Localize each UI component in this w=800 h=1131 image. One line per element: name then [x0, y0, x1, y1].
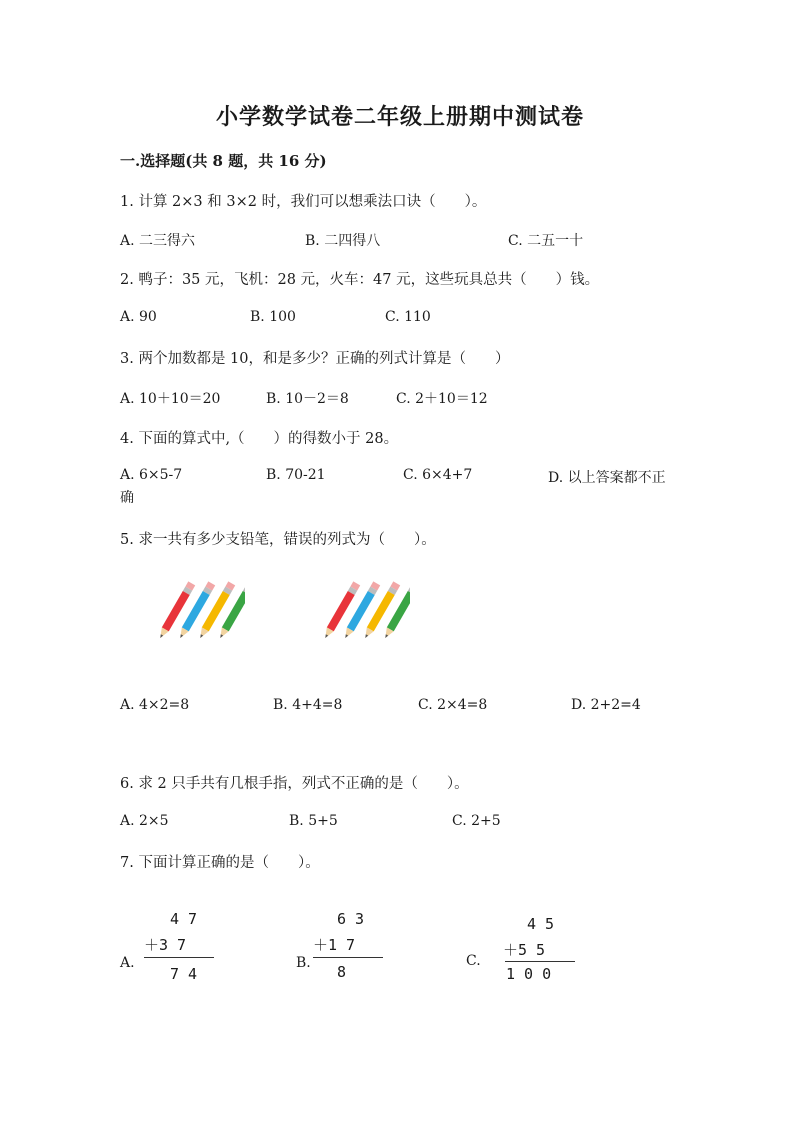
q4-option-c: C. 6×4+7: [403, 467, 473, 483]
q6-option-b: B. 5+5: [289, 813, 338, 829]
pencil-icon: [157, 581, 195, 640]
vertical-calc-c: [503, 915, 583, 990]
q6-option-c: C. 2+5: [452, 813, 501, 829]
question-3: 3. 两个加数都是 10，和是多少？正确的列式计算是（ ）: [120, 351, 510, 367]
question-7: 7. 下面计算正确的是（ ）。: [120, 855, 320, 871]
section-heading: 一.选择题(共 8 题，共 16 分): [120, 152, 327, 170]
pencil-icon: [342, 581, 380, 640]
q4-option-b: B. 70-21: [266, 467, 326, 483]
calc-a-rule: [144, 957, 214, 958]
q3-option-a: A. 10＋10＝20: [120, 391, 221, 407]
calc-c-top: 4 5: [527, 915, 555, 933]
q5-option-d: D. 2+2=4: [571, 697, 641, 713]
q5-option-c: C. 2×4=8: [418, 697, 488, 713]
q3-option-b: B. 10－2＝8: [266, 391, 349, 407]
q2-option-b: B. 100: [250, 309, 296, 325]
pencil-icon: [177, 581, 215, 640]
page-title: 小学数学试卷二年级上册期中测试卷: [215, 104, 584, 130]
calc-a-top: 4 7: [170, 910, 198, 928]
q5-option-a: A. 4×2=8: [120, 697, 190, 713]
q5-option-b: B. 4+4=8: [273, 697, 343, 713]
calc-b-mid: ＋1 7: [313, 936, 356, 954]
calc-a-mid: ＋3 7: [144, 936, 187, 954]
q4-option-a: A. 6×5-7: [120, 467, 183, 483]
q7-option-a: A.: [120, 955, 135, 971]
question-1: 1. 计算 2×3 和 3×2 时，我们可以想乘法口诀（ ）。: [120, 194, 487, 210]
q4-option-d: D. 以上答案都不正: [548, 470, 666, 486]
q1-option-a: A. 二三得六: [120, 233, 196, 249]
q6-option-a: A. 2×5: [120, 813, 169, 829]
calc-c-mid: ＋5 5: [503, 941, 546, 959]
vertical-calc-a: [140, 910, 220, 985]
calc-c-bottom: 1 0 0: [506, 965, 552, 983]
question-5: 5. 求一共有多少支铅笔，错误的列式为（ ）。: [120, 532, 436, 548]
pencil-icon: [362, 581, 400, 640]
pencil-group-1: [135, 578, 245, 653]
question-2: 2. 鸭子：35 元，飞机：28 元，火车：47 元，这些玩具总共（ ）钱。: [120, 272, 600, 288]
pencil-group-2: [300, 578, 410, 653]
q3-option-c: C. 2＋10＝12: [396, 391, 488, 407]
q1-option-b: B. 二四得八: [305, 233, 381, 249]
q2-option-c: C. 110: [385, 309, 431, 325]
calc-a-bottom: 7 4: [170, 965, 198, 983]
question-6: 6. 求 2 只手共有几根手指，列式不正确的是（ ）。: [120, 776, 469, 792]
calc-b-rule: [313, 957, 383, 958]
calc-b-top: 6 3: [337, 910, 365, 928]
q7-option-b: B.: [296, 955, 311, 971]
calc-b-bottom: 8: [337, 963, 347, 981]
question-4: 4. 下面的算式中,（ ）的得数小于 28。: [120, 431, 399, 447]
q2-option-a: A. 90: [120, 309, 157, 325]
vertical-calc-b: [310, 910, 390, 985]
calc-c-rule: [505, 961, 575, 962]
pencil-icon: [322, 581, 360, 640]
q7-option-c: C.: [466, 953, 481, 969]
q1-option-c: C. 二五一十: [508, 233, 584, 249]
q4-option-d-wrap: 确: [120, 490, 134, 506]
pencil-icon: [197, 581, 235, 640]
